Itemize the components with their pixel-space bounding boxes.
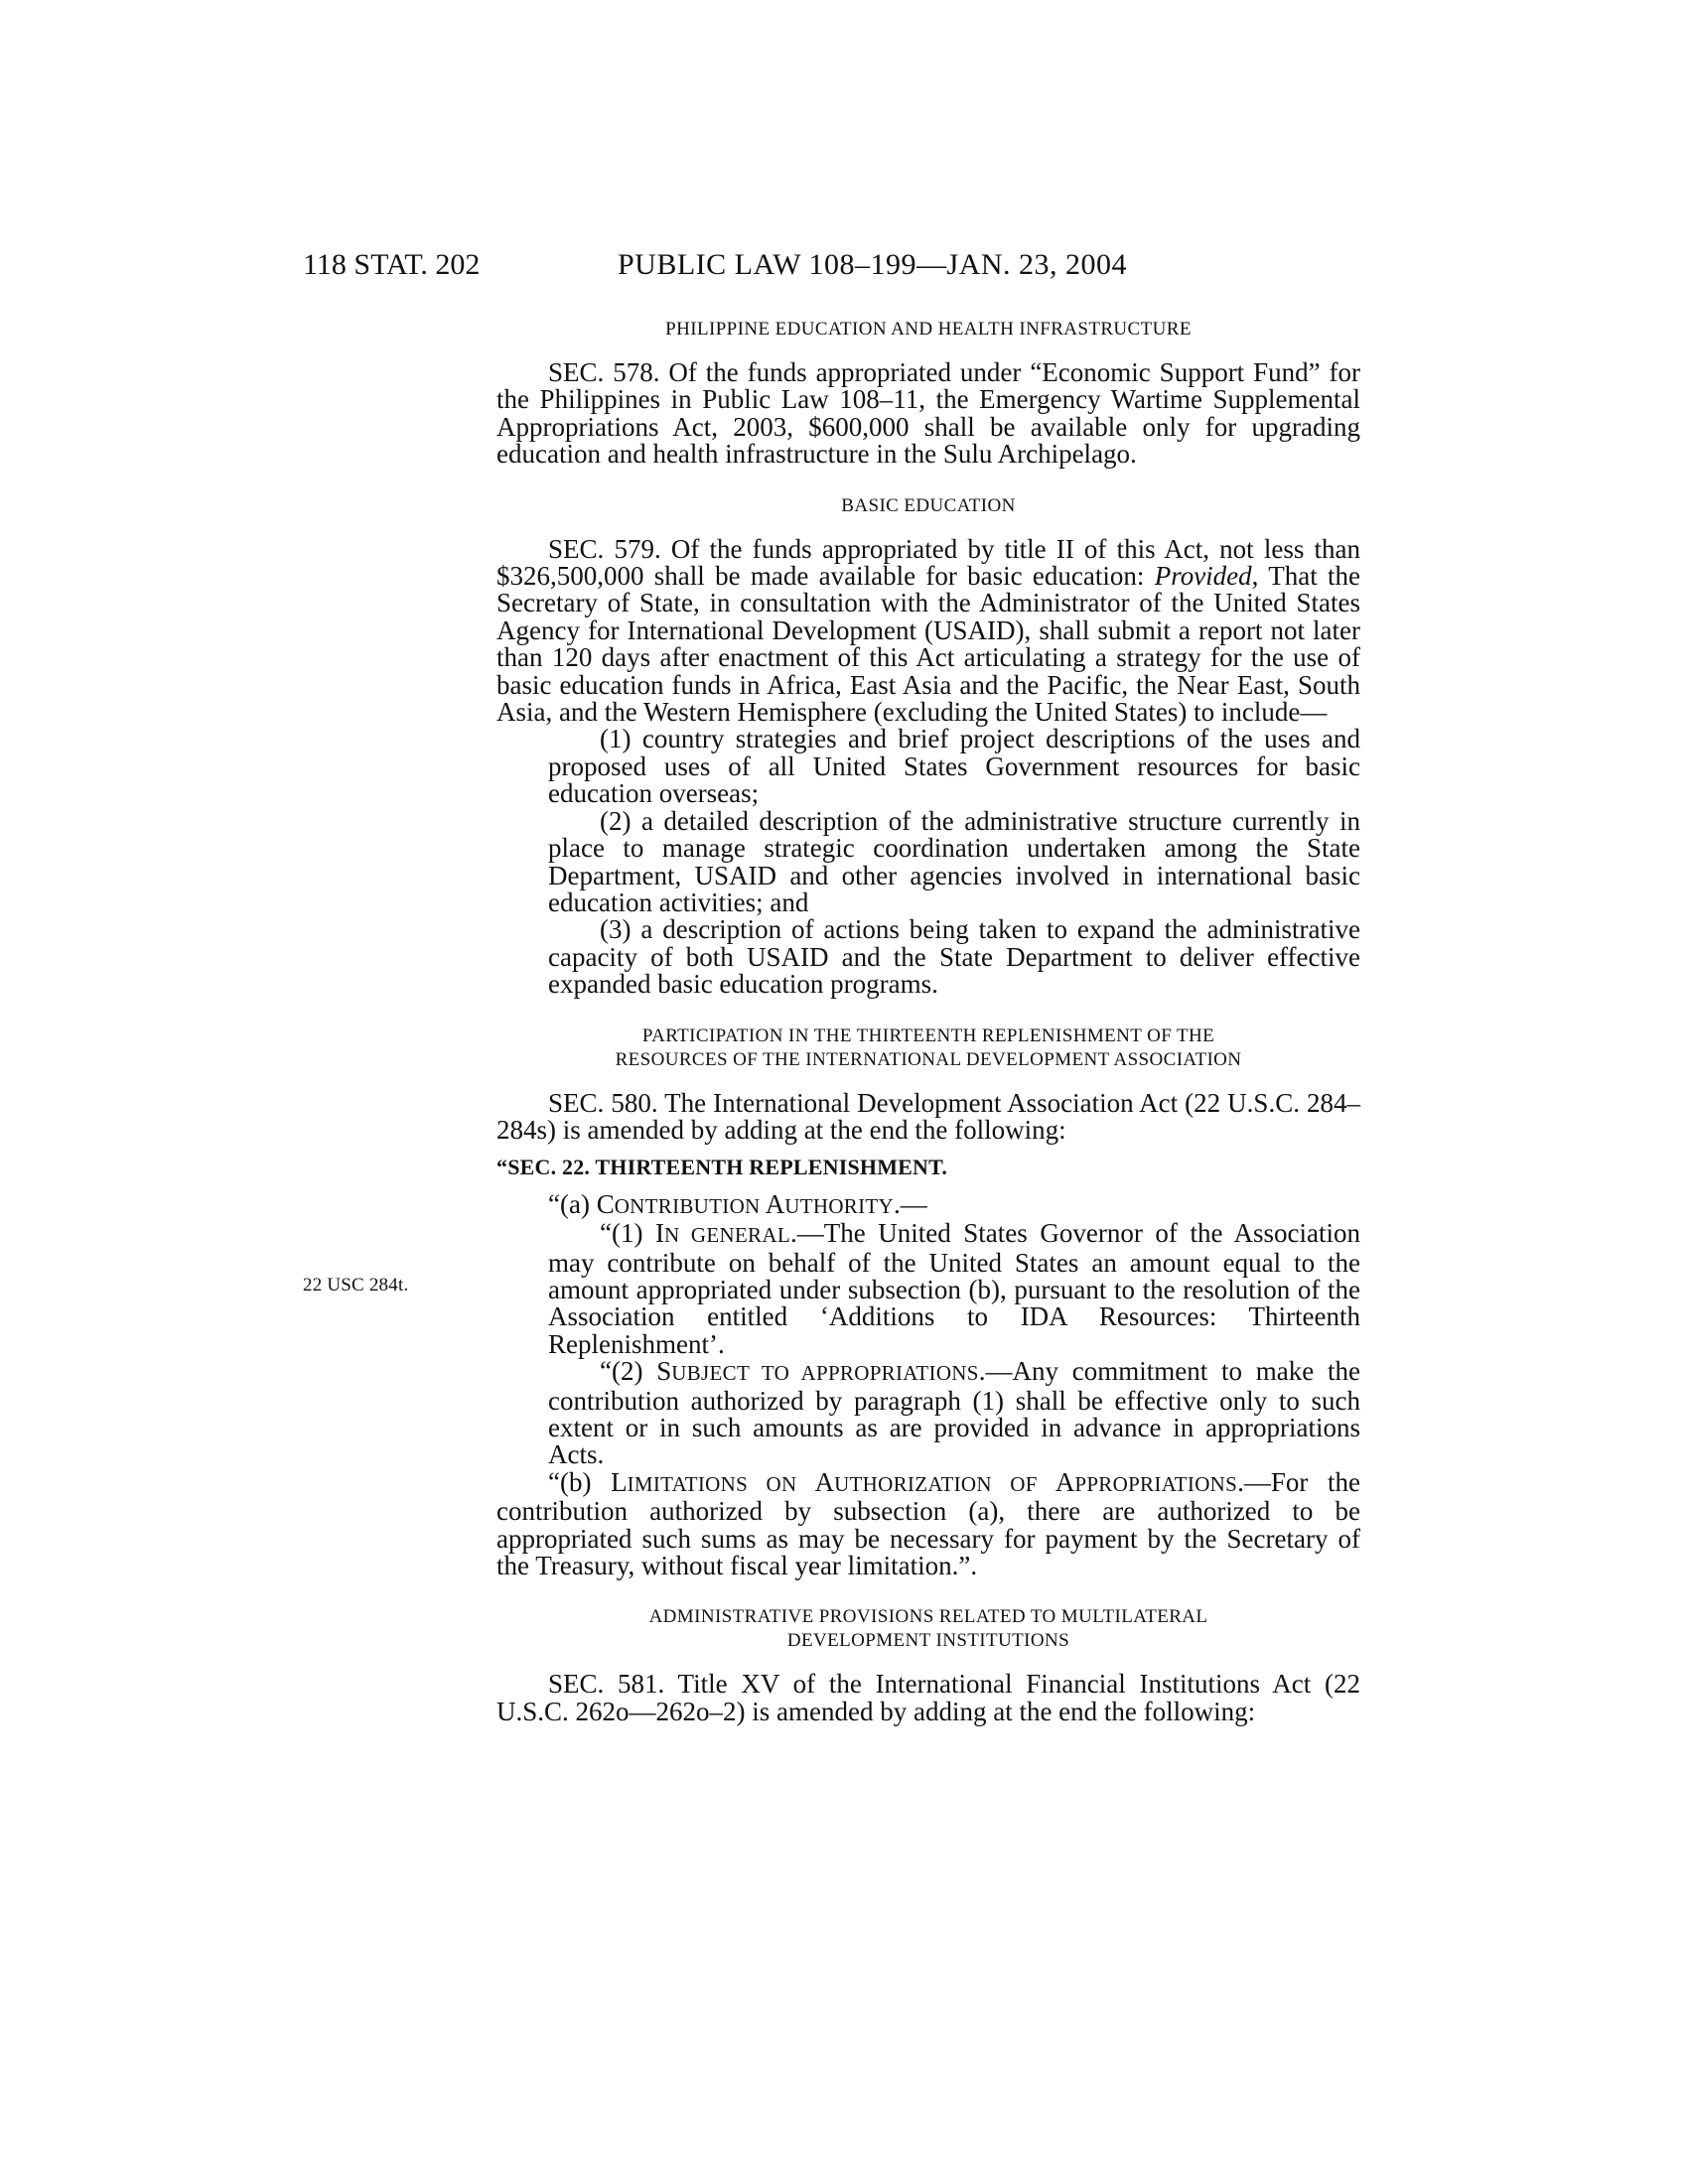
section-22-heading: “SEC. 22. THIRTEENTH REPLENISHMENT. <box>496 1155 948 1180</box>
section-579-text: SEC. 579. Of the funds appropriated by title II of this Act, not less than $326,500,000 shall be made available for basic education: Provided, That the Secretary of State, in consultation with the Administrator of the United States Agency for International Development (USAID), shall submit a report not later than 120 days after enactment of this Act articulating a strategy for the use of basic education funds in Africa, East Asia and the Pacific, the Near East, South Asia, and the Western Hemisphere (excluding the United States) to include— <box>496 533 1360 728</box>
page-body <box>496 318 1360 1725</box>
section-581-heading-line-1: ADMINISTRATIVE PROVISIONS RELATED TO MULTILATERAL <box>648 1606 1208 1628</box>
section-580-heading-line-2: RESOURCES OF THE INTERNATIONAL DEVELOPMENT ASSOCIATION <box>615 1048 1242 1070</box>
section-578-text: SEC. 578. Of the funds appropriated under “Economic Support Fund” for the Philippines in Public Law 108–11, the Emergency Wartime Supplemental Appropriations Act, 2003, $600,000 shall be available only for upgrading education and health infrastructure in the Sulu Archipelago. <box>496 357 1360 470</box>
page-header <box>0 248 1688 288</box>
section-578-heading: PHILIPPINE EDUCATION AND HEALTH INFRASTRUCTURE <box>665 319 1192 340</box>
section-579-item-3: (3) a description of actions being taken to expand the administrative capacity of both USAID and the State Department to deliver effective expanded basic education programs. <box>548 914 1360 1000</box>
subsection-b: “(b) LIMITATIONS ON AUTHORIZATION OF APPROPRIATIONS.—For the contribution authorized by subsection (a), there are authorized to be appropriated such sums as may be necessary for payment by the Secretary of the Treasury, without fiscal year limitation.”. <box>496 1466 1360 1581</box>
section-581-heading-line-2: DEVELOPMENT INSTITUTIONS <box>786 1630 1070 1652</box>
margin-citation: 22 USC 284t. <box>303 1275 409 1296</box>
paragraph-a1: “(1) IN GENERAL.—The United States Governor of the Association may contribute on behalf of the United States an amount equal to the amount appropriated under subsection (b), pursuant to the resolution of the Association entitled ‘Additions to IDA Resources: Thirteenth Replenishment’. <box>548 1218 1360 1359</box>
stat-page-number: 118 STAT. 202 <box>303 248 481 281</box>
section-581-text: SEC. 581. Title XV of the International Financial Institutions Act (22 U.S.C. 262o—262o–2) is amended by adding at the end the following: <box>496 1669 1360 1726</box>
section-579-item-1: (1) country strategies and brief project descriptions of the uses and proposed uses of all United States Government resources for basic education overseas; <box>548 724 1360 809</box>
paragraph-a2: “(2) SUBJECT TO APPROPRIATIONS.—Any commitment to make the contribution authorized by paragraph (1) shall be effective only to such extent or in such amounts as are provided in advance in appropriations Acts. <box>548 1356 1361 1470</box>
section-580-text: SEC. 580. The International Development Association Act (22 U.S.C. 284–284s) is amended by adding at the end the following: <box>496 1087 1360 1145</box>
section-580-heading-line-1: PARTICIPATION IN THE THIRTEENTH REPLENISHMENT OF THE <box>641 1024 1215 1046</box>
section-579-item-2: (2) a detailed description of the administrative structure currently in place to manage strategic coordination undertaken among the State Department, USAID and other agencies involved in international basic education activities; and <box>548 805 1360 917</box>
public-law-title: PUBLIC LAW 108–199—JAN. 23, 2004 <box>618 248 1128 281</box>
section-579-heading: BASIC EDUCATION <box>841 494 1016 516</box>
subsection-a-heading: “(a) CONTRIBUTION AUTHORITY.— <box>548 1188 927 1219</box>
